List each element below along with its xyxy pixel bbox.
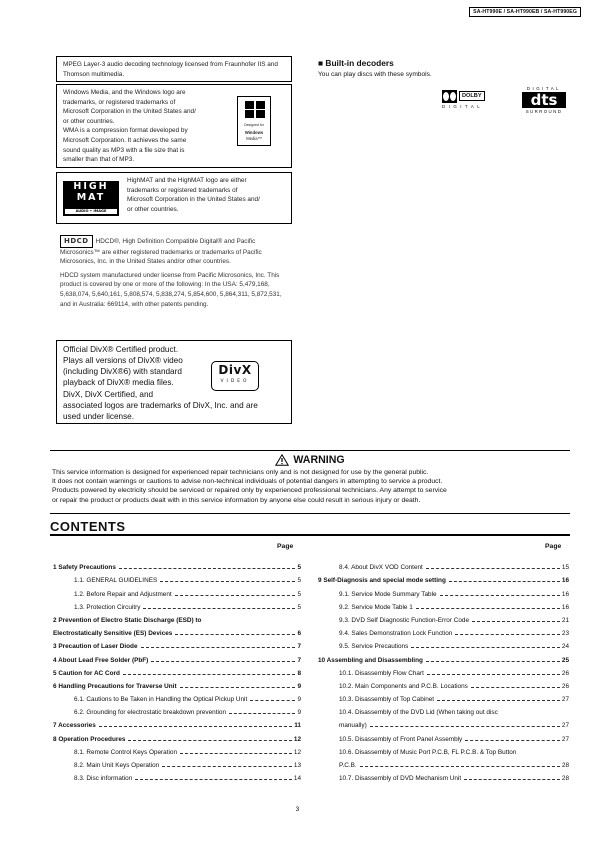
toc-leader (99, 726, 292, 727)
windows-media-license-box (56, 84, 292, 168)
wm-line: Microsoft Corporation. It achieves the same (63, 137, 187, 145)
toc-entry-title: 10 Assembling and Disassembling (318, 656, 423, 664)
dolby-word: DOLBY (459, 91, 485, 101)
divx-line: (including DivX®6) with standard (63, 367, 182, 377)
warning-block (50, 450, 570, 514)
toc-entry-page: 11 (294, 722, 301, 730)
toc-entry-title: 9.1. Service Mode Summary Table (339, 590, 437, 598)
highmat-logo (63, 181, 119, 216)
warning-title: WARNING (293, 454, 345, 466)
builtin-heading-text: Built-in decoders (325, 58, 394, 68)
toc-leader (426, 568, 560, 569)
toc-entry[interactable] (53, 703, 301, 716)
builtin-text: You can play discs with these symbols. (318, 71, 432, 78)
divx-logo-word: DivX (218, 363, 252, 377)
windows-media-text (63, 88, 231, 165)
page-column-label-right: Page (545, 543, 562, 550)
toc-entry-page: 7 (297, 643, 301, 651)
toc-entry-title: 1.1. GENERAL GUIDELINES (74, 577, 158, 585)
toc-entry-title: manually) (339, 722, 367, 730)
toc-entry-title: 10.1. Disassembly Flow Chart (339, 669, 424, 677)
hdcd-para1: HDCD®, High Definition Compatible Digital® and Pacific Microsonics™ are either registered trademarks or trademarks of Pacific Microsonics, Inc. in the United States and/or other countries. (60, 238, 262, 266)
toc-entry[interactable] (318, 584, 569, 597)
toc-entry[interactable] (53, 743, 301, 756)
toc-entry-page: 13 (293, 762, 301, 769)
hdcd-para2: HDCD system manufactured under license from Pacific Microsonics, Inc. This product is covered by one or more of the following: In the USA: 5,479,168, 5,638,074, 5,640,161, 5,808,574, 5,838,274, 5,854,600, 5,864,311, 5,872,531, and in Australia: 669114, with other patents pending. (60, 271, 282, 308)
toc-leader (175, 595, 296, 596)
toc-entry-page: 28 (561, 762, 569, 769)
toc-entry-page: 6 (297, 630, 301, 638)
highmat-logo-sub: AUDIO • IMAGE (65, 209, 117, 214)
toc-entry-title: 6 Handling Precautions for Traverse Unit (53, 682, 177, 690)
toc-entry[interactable] (53, 611, 301, 624)
divx-line: Plays all versions of DivX® video (63, 356, 183, 366)
toc-entry-title: 7 Accessories (53, 722, 96, 730)
wm-line: Windows Media, and the Windows logo are (63, 89, 186, 96)
toc-entry-page: 28 (561, 775, 569, 783)
toc-entry-title: 8 Operation Procedures (53, 735, 126, 743)
wm-line: trademarks, or registered trademarks of (63, 98, 176, 106)
wm-line: smaller than that of MP3. (63, 156, 135, 164)
toc-leader (180, 687, 296, 688)
dolby-double-d-icon (442, 90, 457, 103)
toc-entry-title: 9.2. Service Mode Table 1 (339, 603, 413, 611)
highmat-line: HighMAT and the HighMAT logo are either (127, 177, 247, 184)
toc-entry-page: 7 (297, 656, 301, 664)
dts-bottom: SURROUND (525, 109, 563, 114)
toc-entry-page: 9 (297, 709, 301, 717)
toc-leader (160, 581, 295, 582)
toc-leader (427, 674, 560, 675)
wm-line: WMA is a compression format developed by (63, 127, 188, 135)
toc-entry-page: 16 (561, 603, 569, 611)
toc-entry-page: 14 (293, 775, 301, 783)
toc-leader (360, 766, 560, 767)
toc-entry[interactable] (318, 598, 569, 611)
toc-entry[interactable] (318, 729, 569, 742)
toc-entry-page: 5 (297, 577, 301, 585)
toc-entry-title: 5 Caution for AC Cord (53, 669, 120, 677)
highmat-logo-line1: HIGH (73, 181, 109, 192)
toc-entry-page: 9 (297, 696, 301, 704)
toc-entry-title: P.C.B. (339, 762, 357, 769)
toc-entry[interactable] (318, 703, 569, 716)
divx-line: used under license. (63, 411, 135, 421)
toc-entry-title: 2 Prevention of Electro Static Discharge (ESD) to (53, 616, 202, 624)
dts-logo (522, 86, 566, 116)
dts-top: DIGITAL (526, 86, 562, 91)
toc-entry-page: 9 (297, 682, 301, 690)
toc-entry-page: 27 (561, 722, 569, 730)
toc-leader (449, 581, 560, 582)
toc-leader (151, 661, 295, 662)
toc-leader (123, 674, 296, 675)
toc-entry-title: 8.2. Main Unit Keys Operation (74, 762, 160, 769)
toc-entry[interactable] (318, 637, 569, 650)
toc-entry[interactable] (53, 677, 301, 690)
toc-entry[interactable] (53, 571, 301, 584)
toc-leader (465, 740, 560, 741)
wm-line: or other countries. (63, 117, 115, 125)
highmat-line: trademarks or registered trademarks of (127, 186, 238, 194)
toc-entry-title: 9.4. Sales Demonstration Lock Function (339, 630, 453, 638)
toc-entry[interactable] (53, 637, 301, 650)
toc-entry-title: 6.1. Cautions to Be Taken in Handling the Optical Pickup Unit (74, 696, 248, 704)
toc-entry[interactable] (318, 624, 569, 637)
mpeg-license-text: MPEG Layer-3 audio decoding technology licensed from Fraunhofer IIS and Thomson multimedia. (63, 61, 278, 78)
toc-entry[interactable] (53, 664, 301, 677)
toc-entry-title: 6.2. Grounding for electrostatic breakdown prevention (74, 709, 227, 717)
hdcd-logo: HDCD (60, 235, 93, 248)
toc-entry-title: 4 About Lead Free Solder (PbF) (53, 656, 149, 664)
toc-entry-title: 10.2. Main Components and P.C.B. Locations (339, 682, 468, 690)
toc-leader (141, 647, 296, 648)
toc-entry-title: 9.5. Service Precautions (339, 643, 409, 651)
toc-entry-title: 8.4. About DivX VOD Content (339, 564, 423, 572)
square-bullet-icon: ■ (318, 58, 324, 68)
toc-leader (180, 753, 292, 754)
toc-entry-title: 3 Precaution of Laser Diode (53, 643, 138, 651)
toc-entry-page: 12 (293, 735, 301, 743)
warning-line: It does not contain warnings or cautions to advise non-technical individuals of potential dangers in attempting to service a product. (52, 478, 443, 486)
toc-entry[interactable] (53, 598, 301, 611)
highmat-logo-line2: MAT (76, 192, 106, 203)
toc-entry[interactable] (53, 650, 301, 663)
toc-entry-title: 10.7. Disassembly of DVD Mechanism Unit (339, 775, 462, 783)
toc-entry[interactable] (318, 650, 569, 663)
toc-entry[interactable] (53, 769, 301, 782)
toc-entry[interactable] (318, 769, 569, 782)
toc-entry-title: 1.2. Before Repair and Adjustment (74, 590, 172, 598)
toc-entry-page: 23 (561, 630, 569, 638)
windows-flag-icon (245, 101, 265, 118)
toc-entry-page: 16 (561, 590, 569, 598)
toc-entry[interactable] (318, 611, 569, 624)
mpeg-license-box (56, 56, 292, 82)
toc-entry-page: 16 (561, 577, 569, 585)
toc-entry[interactable] (53, 729, 301, 742)
toc-right-column (318, 558, 569, 782)
toc-entry[interactable] (53, 716, 301, 729)
divx-logo (211, 361, 259, 391)
page-column-label-left: Page (277, 543, 294, 550)
toc-leader (411, 647, 560, 648)
toc-leader (464, 779, 560, 780)
toc-entry-page: 21 (561, 616, 569, 624)
highmat-license-box (56, 172, 292, 224)
toc-leader (229, 713, 295, 714)
toc-entry[interactable] (53, 690, 301, 703)
toc-entry-title: 10.3. Disassembly of Top Cabinet (339, 696, 435, 704)
toc-entry-page: 24 (561, 643, 569, 651)
warning-heading (50, 454, 570, 466)
contents-divider (50, 534, 570, 536)
toc-entry[interactable] (53, 756, 301, 769)
hdcd-license (60, 235, 292, 313)
toc-entry-title: 8.3. Disc information (74, 775, 133, 783)
toc-leader (455, 634, 560, 635)
dolby-digital-word: DIGITAL (442, 104, 484, 109)
toc-leader (175, 634, 295, 635)
wm-logo-designed: Designed for (244, 123, 264, 127)
wm-line: Microsoft Corporation in the United States and/ (63, 108, 196, 116)
toc-entry-page: 27 (561, 735, 569, 743)
toc-left-column (53, 558, 301, 782)
toc-entry-page: 5 (297, 564, 301, 572)
toc-leader (416, 608, 560, 609)
toc-leader (143, 608, 295, 609)
divx-line: DivX, DivX Certified, and (63, 389, 154, 399)
warning-line: or repair the product or products dealt with in this service information by anyone else could result in serious injury or death. (52, 496, 421, 504)
warning-text (50, 468, 570, 505)
dolby-digital-logo (442, 90, 492, 110)
highmat-line: Microsoft Corporation in the United States and/ (127, 196, 260, 204)
toc-entry-page: 5 (297, 603, 301, 611)
toc-leader (162, 766, 292, 767)
toc-entry-title: Electrostatically Sensitive (ES) Devices (53, 630, 173, 638)
toc-leader (250, 700, 295, 701)
toc-entry-title: 10.5. Disassembly of Front Panel Assembly (339, 735, 463, 743)
wm-line: sound quality as MP3 with a file size that is (63, 146, 185, 154)
windows-media-logo (237, 96, 271, 146)
builtin-heading (318, 58, 568, 68)
toc-entry[interactable] (318, 664, 569, 677)
wm-logo-media: Media™ (246, 136, 262, 141)
toc-entry-title: 1.3. Protection Circuitry (74, 603, 141, 611)
builtin-decoders (318, 58, 568, 114)
toc-entry[interactable] (53, 584, 301, 597)
toc-entry-title: 10.4. Disassembly of the DVD Lid (When taking out disc (339, 709, 498, 717)
toc-leader (437, 700, 560, 701)
toc-entry-title: 1 Safety Precautions (53, 564, 116, 572)
toc-entry-page: 26 (561, 682, 569, 690)
warning-triangle-icon (275, 454, 289, 466)
toc-entry[interactable] (318, 743, 569, 756)
toc-entry-title: 9.3. DVD Self Diagnostic Function-Error Code (339, 616, 469, 624)
toc-entry-page: 5 (297, 590, 301, 598)
toc-leader (135, 779, 292, 780)
toc-entry-page: 8 (297, 669, 301, 677)
toc-entry-page: 27 (561, 696, 569, 704)
toc-entry-page: 26 (561, 669, 569, 677)
toc-entry[interactable] (318, 558, 569, 571)
toc-leader (471, 687, 560, 688)
page-number: 3 (295, 806, 300, 813)
wm-logo-brand: Windows (244, 130, 264, 135)
toc-entry-page: 12 (293, 748, 301, 756)
toc-leader (370, 726, 560, 727)
toc-entry[interactable] (53, 624, 301, 637)
toc-entry[interactable] (318, 756, 569, 769)
divx-logo-sub: VIDEO (220, 379, 250, 384)
toc-entry[interactable] (318, 677, 569, 690)
dts-mid: dts (522, 92, 566, 108)
toc-entry-page: 15 (561, 564, 569, 572)
toc-leader (472, 621, 560, 622)
toc-entry-title: 9 Self-Diagnosis and special mode setting (318, 577, 446, 585)
highmat-line: or other countries. (127, 205, 179, 213)
toc-entry[interactable] (318, 716, 569, 729)
toc-entry-page: 25 (561, 656, 569, 664)
toc-leader (119, 568, 296, 569)
model-number-tag: SA-HT990E / SA-HT990EB / SA-HT990EG (469, 7, 581, 17)
toc-entry[interactable] (318, 690, 569, 703)
contents-title: CONTENTS (50, 519, 126, 534)
divx-line: associated logos are trademarks of DivX, Inc. and are (63, 400, 258, 410)
warning-line: This service information is designed for experienced repair technicians only and is not designed for use by the general public. (52, 469, 429, 476)
toc-entry[interactable] (318, 571, 569, 584)
toc-leader (440, 595, 560, 596)
toc-entry-title: 10.6. Disassembly of Music Port P.C.B, FL P.C.B. & Top Button (339, 748, 517, 756)
warning-line: Products powered by electricity should be serviced or repaired only by experienced professional technicians. Any attempt to service (52, 487, 447, 495)
divx-line: Official DivX® Certified product. (63, 345, 179, 354)
divx-license-box (56, 340, 292, 424)
toc-leader (128, 740, 291, 741)
toc-entry-title: 8.1. Remote Control Keys Operation (74, 748, 178, 756)
toc-leader (426, 661, 560, 662)
divx-line: playback of DivX® media files. (63, 378, 174, 388)
toc-entry[interactable] (53, 558, 301, 571)
